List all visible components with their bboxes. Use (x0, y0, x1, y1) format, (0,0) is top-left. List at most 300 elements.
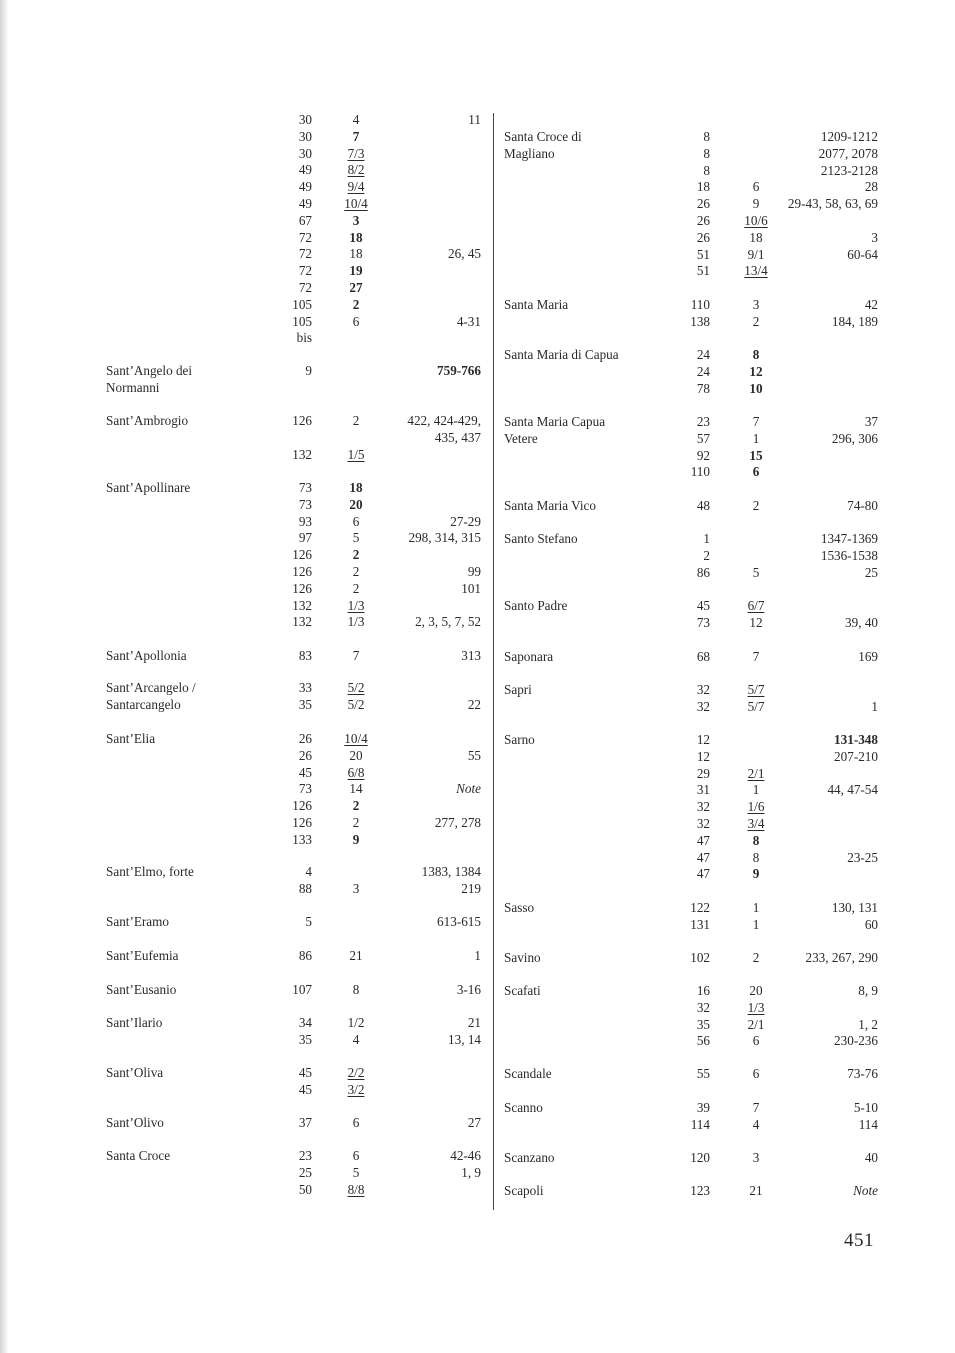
page-references: 230-236 (834, 1033, 878, 1049)
volume-number: 57 (696, 430, 710, 446)
volume-number: 132 (292, 614, 312, 630)
volume-number: 49 (298, 162, 312, 178)
page-references: 99 (467, 563, 481, 579)
section-number: 12 (749, 363, 763, 379)
volume-number: 32 (696, 682, 710, 697)
volume-number: 47 (696, 832, 710, 848)
place-name-line: Santa Maria Vico (504, 498, 596, 513)
page-references: 28 (864, 179, 878, 195)
page-references: 8, 9 (858, 983, 878, 998)
section-number: 9 (352, 831, 360, 847)
page-references: 22 (467, 696, 481, 712)
page-references: 3 (871, 229, 878, 245)
place-name-line: Magliano (504, 145, 555, 161)
volume-number: 9 (305, 363, 312, 378)
section-number: 2 (352, 580, 360, 596)
section-number: 21 (749, 1183, 763, 1198)
volume-number: 83 (298, 648, 312, 663)
page-references: 5-10 (853, 1100, 878, 1115)
entry-place-name (106, 363, 192, 397)
volume-number: 123 (690, 1183, 710, 1198)
volume-number: 126 (292, 563, 312, 579)
volume-number: 56 (696, 1033, 710, 1049)
volume-number: 51 (696, 263, 710, 279)
page-references: 39, 40 (845, 614, 878, 630)
volume-number: 126 (292, 413, 312, 428)
place-name-line: Santa Croce di (504, 129, 582, 144)
place-name-line: Sant’Elia (106, 731, 156, 746)
section-number: 2 (352, 563, 360, 579)
entry-place-name (106, 731, 155, 748)
volume-number: 49 (298, 179, 312, 195)
entry-place-name (504, 347, 619, 364)
place-name-line: Scanzano (504, 1150, 555, 1165)
entry-place-name (504, 1100, 543, 1117)
volume-number: 86 (298, 948, 312, 963)
page-references: 73-76 (847, 1066, 878, 1081)
place-name-line: Scafati (504, 983, 541, 998)
section-number: 1/3 (347, 614, 365, 630)
page-references: 1209-1212 (820, 129, 878, 144)
entry-place-name (504, 129, 582, 163)
section-number: 1 (752, 916, 760, 932)
section-number: 5/7 (747, 682, 765, 697)
volume-number: 8 (703, 162, 710, 178)
volume-number: 131 (690, 916, 710, 932)
entry-place-name (504, 649, 553, 666)
volume-number: 86 (696, 564, 710, 580)
section-number: 2 (752, 498, 760, 513)
section-number: 2 (752, 950, 760, 965)
section-number: 1 (752, 900, 760, 915)
volume-number: 110 (690, 297, 710, 312)
page-references: 296, 306 (831, 430, 878, 446)
entry-place-name (106, 982, 176, 999)
section-number: 15 (749, 447, 763, 463)
volume-number: 120 (690, 1150, 710, 1165)
page-references: 101 (461, 580, 481, 596)
page-references: 13, 14 (448, 1031, 481, 1047)
volume-number: 26 (696, 196, 710, 212)
section-number: 7 (352, 648, 360, 663)
volume-number: 29 (696, 765, 710, 781)
section-number: 13/4 (744, 263, 768, 279)
place-name-line: Sant’Eufemia (106, 948, 179, 963)
entry-place-name (106, 1065, 163, 1082)
section-number: 2 (352, 413, 360, 428)
place-name-line: Santa Maria di Capua (504, 347, 619, 362)
place-name-line: Sasso (504, 900, 535, 915)
volume-number: 122 (690, 900, 710, 915)
page-references: 759-766 (437, 363, 481, 378)
section-number: 5/2 (347, 680, 365, 695)
place-name-line: Santo Stefano (504, 531, 578, 546)
page-references: 233, 267, 290 (805, 950, 878, 965)
volume-number: 26 (696, 229, 710, 245)
section-number: 20 (749, 983, 763, 998)
entry-place-name (504, 950, 541, 967)
section-number: 9/4 (347, 179, 365, 195)
section-number: 4 (752, 1116, 760, 1132)
volume-number: 5 (305, 914, 312, 929)
place-name-line: Sarno (504, 732, 535, 747)
section-number: 6 (752, 1033, 760, 1049)
page-references: 114 (858, 1116, 878, 1132)
page-references: 60 (864, 916, 878, 932)
section-number: 6 (752, 1066, 760, 1081)
entry-place-name (504, 498, 596, 515)
section-number: 27 (349, 279, 363, 295)
section-number: 3 (352, 212, 360, 228)
volume-number: 24 (696, 347, 710, 362)
volume-number: 45 (298, 1081, 312, 1097)
section-number: 18 (749, 229, 763, 245)
volume-number: 126 (292, 814, 312, 830)
volume-number: 26 (696, 212, 710, 228)
section-number: 5/7 (747, 698, 765, 714)
place-name-line: Sant’Elmo, forte (106, 864, 194, 879)
volume-number: 45 (298, 764, 312, 780)
section-number: 9 (752, 866, 760, 882)
place-name-line: Vetere (504, 430, 538, 446)
entry-place-name (106, 1015, 162, 1032)
page-references: 27-29 (450, 513, 481, 529)
section-number: 5/2 (347, 696, 365, 712)
entry-place-name (504, 682, 532, 699)
place-name-line: Normanni (106, 379, 160, 395)
volume-number: 30 (298, 112, 312, 127)
volume-number: 110 (690, 464, 710, 480)
section-number: 19 (349, 263, 363, 279)
volume-number: 107 (292, 982, 312, 997)
entry-place-name (106, 1148, 170, 1165)
entry-place-name (106, 1115, 164, 1132)
volume-number: 26 (298, 747, 312, 763)
place-name-line: Sant’Eusanio (106, 982, 177, 997)
volume-number: 45 (298, 1065, 312, 1080)
volume-number: 23 (298, 1148, 312, 1163)
volume-number: 88 (298, 880, 312, 896)
volume-number: 39 (696, 1100, 710, 1115)
page-edge-shadow (0, 0, 9, 1353)
section-number: 2 (352, 547, 360, 563)
page-references: 42-46 (450, 1148, 481, 1163)
volume-number: 12 (696, 748, 710, 764)
volume-number: 51 (696, 246, 710, 262)
section-number: 1 (752, 782, 760, 798)
section-number: 2 (352, 296, 360, 312)
volume-number: 105 (292, 296, 312, 312)
page-references: 27 (467, 1115, 481, 1130)
section-number: 2/1 (747, 765, 765, 781)
place-name-line: Sant’Oliva (106, 1065, 164, 1080)
volume-number: 37 (298, 1115, 312, 1130)
volume-number: bis (296, 330, 312, 346)
place-name-line: Sant’Angelo dei (106, 363, 193, 378)
page-references: 1347-1369 (820, 531, 878, 546)
page-references: 207-210 (834, 748, 878, 764)
volume-number: 126 (292, 580, 312, 596)
entry-place-name (504, 1066, 552, 1083)
page-references: Note (853, 1183, 878, 1198)
place-name-line: Santa Maria Capua (504, 414, 606, 429)
volume-number: 1 (703, 531, 710, 546)
volume-number: 35 (696, 1016, 710, 1032)
volume-number: 132 (292, 597, 312, 613)
section-number: 3/2 (347, 1081, 365, 1097)
page-references: 2077, 2078 (818, 145, 878, 161)
section-number: 2 (352, 814, 360, 830)
entry-place-name (106, 648, 187, 665)
volume-number: 32 (696, 999, 710, 1015)
page-references: 74-80 (847, 498, 878, 513)
volume-number: 32 (696, 799, 710, 815)
page-references: 130, 131 (831, 900, 878, 915)
volume-number: 16 (696, 983, 710, 998)
section-number: 6 (352, 1148, 360, 1163)
page-references: 29-43, 58, 63, 69 (787, 196, 878, 212)
section-number: 5 (352, 530, 360, 546)
place-name-line: Sant’Arcangelo / (106, 680, 196, 695)
volume-number: 4 (305, 864, 312, 879)
volume-number: 138 (690, 313, 710, 329)
volume-number: 97 (298, 530, 312, 546)
section-number: 2/1 (747, 1016, 765, 1032)
section-number: 6 (752, 464, 760, 480)
volume-number: 78 (696, 380, 710, 396)
place-name-line: Santa Maria (504, 297, 569, 312)
volume-number: 49 (298, 195, 312, 211)
volume-number: 72 (298, 279, 312, 295)
place-name-line: Savino (504, 950, 541, 965)
page-references: 131-348 (834, 732, 878, 747)
page-references: 4-31 (456, 313, 481, 329)
section-number: 20 (349, 747, 363, 763)
page-references: 11 (468, 112, 481, 127)
place-name-line: Santa Croce (106, 1148, 171, 1163)
entry-place-name (106, 914, 169, 931)
page-references: 169 (858, 649, 878, 664)
section-number: 8/8 (347, 1181, 365, 1197)
section-number: 4 (352, 112, 360, 127)
section-number: 6/8 (347, 764, 365, 780)
section-number: 10/4 (344, 731, 368, 746)
volume-number: 133 (292, 831, 312, 847)
section-number: 1/6 (747, 799, 765, 815)
volume-number: 72 (298, 246, 312, 262)
volume-number: 31 (696, 782, 710, 798)
page-references: 1536-1538 (820, 547, 878, 563)
volume-number: 32 (696, 815, 710, 831)
entry-place-name (504, 297, 568, 314)
page-references: 277, 278 (434, 814, 481, 830)
volume-number: 23 (696, 414, 710, 429)
place-name-line: Sant’Ilario (106, 1015, 163, 1030)
page-references: 55 (467, 747, 481, 763)
volume-number: 35 (298, 1031, 312, 1047)
page-references: 1, 2 (858, 1016, 878, 1032)
section-number: 9/1 (747, 246, 765, 262)
entry-place-name (504, 598, 567, 615)
page-references: 40 (864, 1150, 878, 1165)
entry-place-name (504, 732, 535, 749)
entry-place-name (504, 414, 605, 448)
section-number: 6 (752, 179, 760, 195)
entry-place-name (106, 413, 188, 430)
page-references: 435, 437 (434, 429, 481, 445)
volume-number: 55 (696, 1066, 710, 1081)
page-references: 219 (461, 880, 481, 896)
section-number: 7 (352, 128, 360, 144)
section-number: 18 (349, 229, 363, 245)
place-name-line: Sapri (504, 682, 532, 697)
volume-number: 24 (696, 363, 710, 379)
entry-place-name (504, 983, 541, 1000)
section-number: 3/4 (747, 815, 765, 831)
volume-number: 67 (298, 212, 312, 228)
page-references: 44, 47-54 (827, 782, 878, 798)
volume-number: 26 (298, 731, 312, 746)
section-number: 2 (752, 313, 760, 329)
place-name-line: Scapoli (504, 1183, 544, 1198)
volume-number: 48 (696, 498, 710, 513)
volume-number: 73 (298, 496, 312, 512)
page-references: 613-615 (437, 914, 481, 929)
section-number: 1/2 (347, 1015, 365, 1030)
place-name-line: Scandale (504, 1066, 552, 1081)
page-references: 298, 314, 315 (408, 530, 481, 546)
section-number: 8 (752, 832, 760, 848)
volume-number: 102 (690, 950, 710, 965)
entry-place-name (106, 680, 196, 714)
page-references: Note (456, 781, 481, 797)
entry-place-name (504, 1183, 544, 1200)
volume-number: 73 (298, 781, 312, 797)
section-number: 8 (752, 347, 760, 362)
page-references: 1383, 1384 (421, 864, 481, 879)
page-references: 21 (467, 1015, 481, 1030)
volume-number: 105 (292, 313, 312, 329)
volume-number: 126 (292, 547, 312, 563)
entry-place-name (106, 480, 190, 497)
volume-number: 92 (696, 447, 710, 463)
entry-place-name (504, 900, 534, 917)
volume-number: 35 (298, 696, 312, 712)
section-number: 1/3 (747, 999, 765, 1015)
section-number: 6 (352, 313, 360, 329)
volume-number: 45 (696, 598, 710, 613)
volume-number: 68 (696, 649, 710, 664)
volume-number: 72 (298, 263, 312, 279)
section-number: 18 (349, 480, 363, 495)
place-name-line: Sant’Apollinare (106, 480, 191, 495)
section-number: 6 (352, 1115, 360, 1130)
section-number: 2 (352, 798, 360, 814)
section-number: 2/2 (347, 1065, 365, 1080)
section-number: 7 (752, 649, 760, 664)
place-name-line: Sant’Olivo (106, 1115, 164, 1130)
volume-number: 73 (696, 614, 710, 630)
place-name-line: Santo Padre (504, 598, 568, 613)
volume-number: 25 (298, 1164, 312, 1180)
volume-number: 47 (696, 849, 710, 865)
place-name-line: Scanno (504, 1100, 543, 1115)
entry-place-name (504, 531, 578, 548)
section-number: 10 (749, 380, 763, 396)
place-name-line: Santarcangelo (106, 696, 181, 712)
section-number: 8 (352, 982, 360, 997)
section-number: 8 (752, 849, 760, 865)
section-number: 10/4 (344, 195, 368, 211)
volume-number: 32 (696, 698, 710, 714)
volume-number: 2 (703, 547, 710, 563)
page-references: 26, 45 (448, 246, 481, 262)
page-references: 313 (461, 648, 481, 663)
section-number: 7 (752, 414, 760, 429)
volume-number: 114 (690, 1116, 710, 1132)
volume-number: 30 (298, 145, 312, 161)
column-divider (493, 113, 494, 1210)
volume-number: 34 (298, 1015, 312, 1030)
page-references: 42 (864, 297, 878, 312)
volume-number: 33 (298, 680, 312, 695)
page-references: 1, 9 (461, 1164, 481, 1180)
place-name-line: Sant’Apollonia (106, 648, 187, 663)
section-number: 12 (749, 614, 763, 630)
section-number: 1 (752, 430, 760, 446)
page-references: 1 (871, 698, 878, 714)
volume-number: 8 (703, 145, 710, 161)
volume-number: 8 (703, 129, 710, 144)
volume-number: 50 (298, 1181, 312, 1197)
volume-number: 18 (696, 179, 710, 195)
section-number: 10/6 (744, 212, 768, 228)
volume-number: 72 (298, 229, 312, 245)
place-name-line: Sant’Ambrogio (106, 413, 189, 428)
volume-number: 47 (696, 866, 710, 882)
section-number: 5 (352, 1164, 360, 1180)
section-number: 18 (349, 246, 363, 262)
page-references: 2123-2128 (820, 162, 878, 178)
volume-number: 30 (298, 128, 312, 144)
page-references: 184, 189 (831, 313, 878, 329)
section-number: 1/5 (347, 446, 365, 462)
section-number: 4 (352, 1031, 360, 1047)
page-references: 422, 424-429, (407, 413, 481, 428)
section-number: 7 (752, 1100, 760, 1115)
page-references: 23-25 (847, 849, 878, 865)
section-number: 21 (349, 948, 363, 963)
page-number: 451 (844, 1230, 874, 1251)
place-name-line: Saponara (504, 649, 554, 664)
page-references: 60-64 (847, 246, 878, 262)
page-references: 25 (864, 564, 878, 580)
section-number: 20 (349, 496, 363, 512)
section-number: 6/7 (747, 598, 765, 613)
entry-place-name (106, 948, 179, 965)
section-number: 14 (349, 781, 363, 797)
volume-number: 132 (292, 446, 312, 462)
section-number: 5 (752, 564, 760, 580)
page-references: 2, 3, 5, 7, 52 (415, 614, 481, 630)
page-references: 3-16 (456, 982, 481, 997)
section-number: 3 (752, 1150, 760, 1165)
section-number: 3 (752, 297, 760, 312)
page-references: 37 (864, 414, 878, 429)
volume-number: 93 (298, 513, 312, 529)
volume-number: 73 (298, 480, 312, 495)
entry-place-name (504, 1150, 555, 1167)
